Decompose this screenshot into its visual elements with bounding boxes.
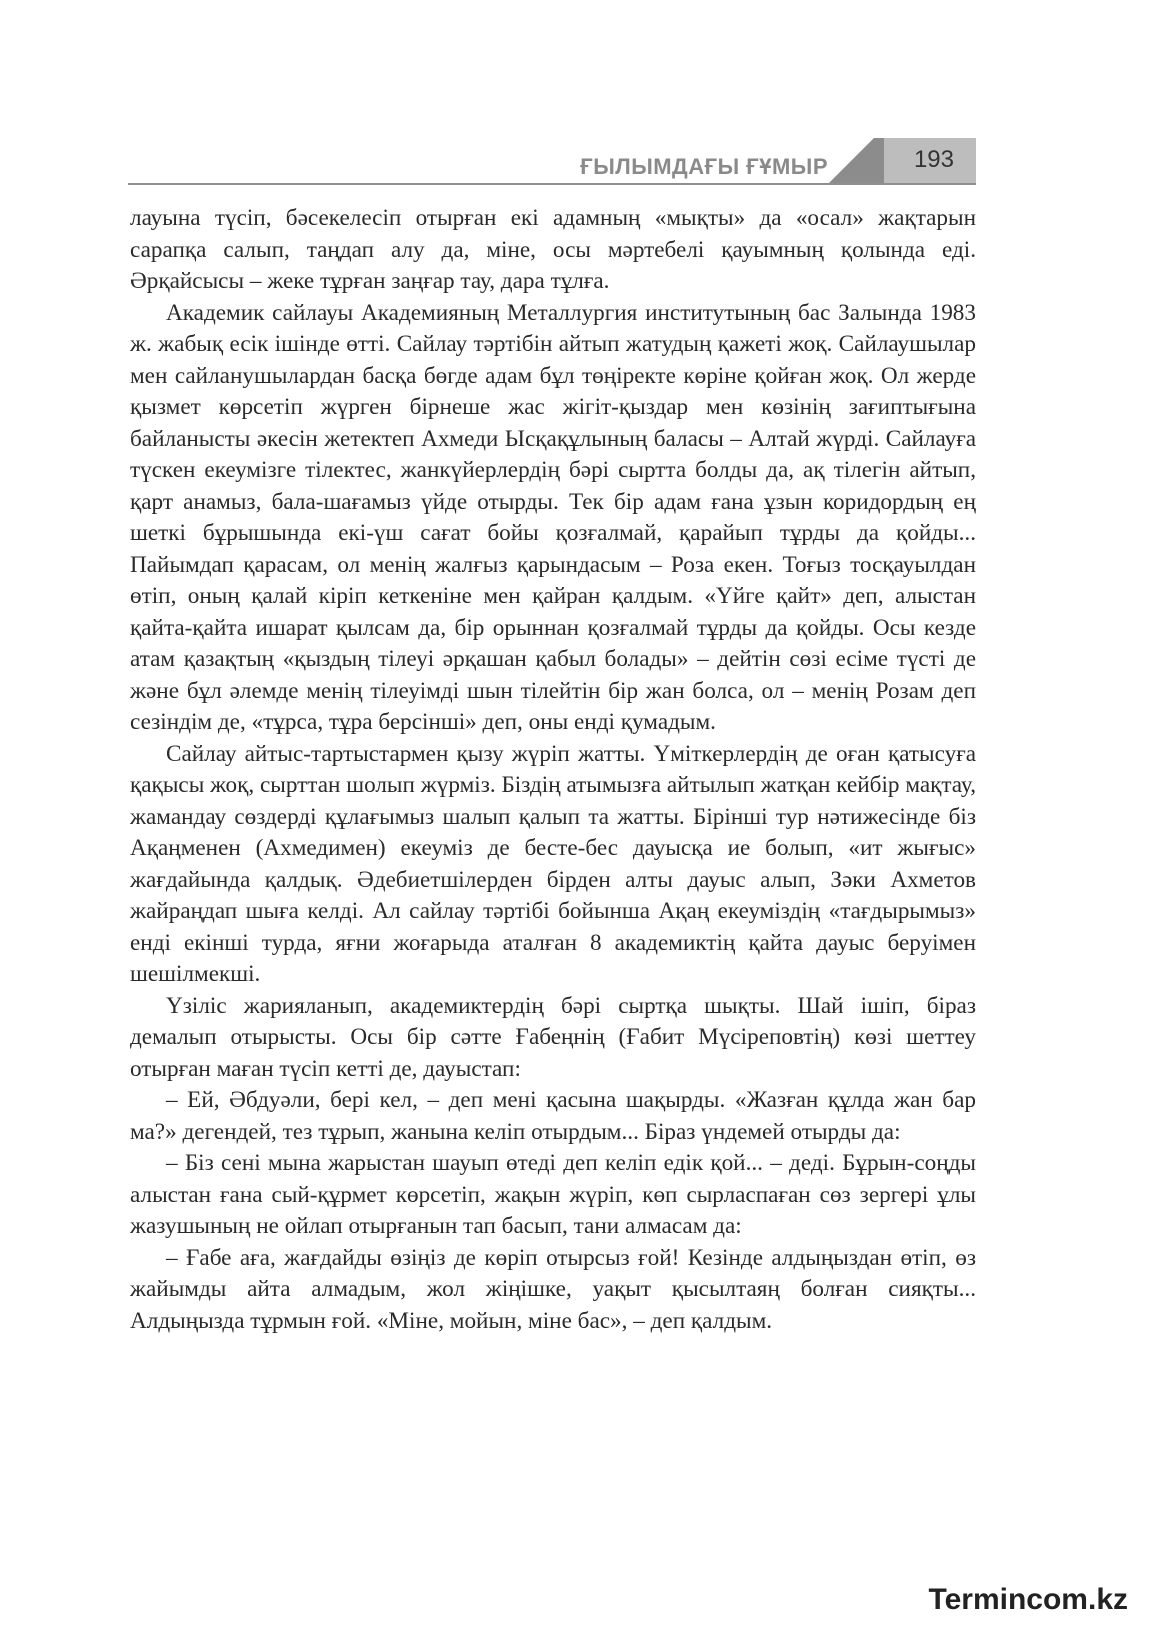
paragraph: – Ғабе аға, жағдайды өзіңіз де көріп отырсыз ғой! Кезінде алдыңыздан өтіп, өз жайымды айта алмадым, жол жіңішке, уақыт қысылтаяң болған сияқты... Алдыңызда тұрмын ғой. «Міне, мойын, міне бас», – деп қалдым. (130, 1244, 976, 1334)
running-header (128, 138, 976, 188)
running-header-title: ҒЫЛЫМДАҒЫ ҒҰМЫР (580, 154, 828, 179)
paragraph: – Біз сені мына жарыстан шауып өтеді деп келіп едік қой... – деді. Бұрын-соңды алыстан ғана сый-құрмет көрсетіп, жақын жүріп, көп сырласпаған сөз зергері ұлы жазушының не ойлап отырғанын тап басып, тани алмасам да: (130, 1150, 976, 1239)
body-text (130, 203, 976, 1337)
paragraph: Академик сайлауы Академияның Металлургия институтының бас Залында 1983 ж. жабық есік ішінде өтті. Сайлау тәртібін айтып жатудың қажеті жоқ. Сайлаушылар мен сайланушылардан басқа бөгде адам бұл төңіректе көріне қойған жоқ. Ол жерде қызмет көрсетіп жүрген бірнеше жас жігіт-қыздар мен көзінің зағиптығына байланысты әкесін жетектеп Ахмеди Ысқақұлының баласы – Алтай жүрді. Сайлауға түскен екеумізге тілектес, жанкүйерлердің бәрі сыртта болды да, ақ тілегін айтып, қарт анамыз, бала-шағамыз үйде отырды. Тек бір адам ғана ұзын коридордың ең шеткі бұрышында екі-үш сағат бойы қозғалмай, қарайып тұрды да қойды... Пайымдап қарасам, ол менің жалғыз қарындасым – Роза екен. Тоғыз тосқауылдан өтіп, оның қалай кіріп кеткеніне мен қайран қалдым. «Үйге қайт» деп, алыстан қайта-қайта ишарат қылсам да, бір орыннан қозғалмай тұрды да қойды. Осы кезде атам қазақтың «қыздың тілеуі әрқашан қабыл болады» – дейтін сөзі есіме түсті де және бұл әлемде менің тілеуімді шын тілейтін бір жан болса, ол – менің Розам деп сезіндім де, «тұрса, тұра берсінші» деп, оны енді қумадым. (130, 299, 976, 735)
paragraph: лауына түсіп, бәсекелесіп отырған екі адамның «мықты» да «осал» жақтарын сарапқа салып, таңдап алу да, міне, осы мәртебелі қауымның қолында еді. Әрқайсысы – жеке тұрған заңғар тау, дара тұлға. (130, 205, 976, 294)
paragraph: – Ей, Әбдуәли, бері кел, – деп мені қасына шақырды. «Жазған құлда жан бар ма?» дегендей, тез тұрып, жанына келіп отырдым... Біраз үндемей отырды да: (130, 1087, 976, 1145)
paragraph: Үзіліс жарияланып, академиктердің бәрі сыртқа шықты. Шай ішіп, біраз демалып отырысты. Осы бір сәтте Ғабеңнің (Ғабит Мүсіреповтің) көзі шеттеу отырған маған түсіп кетті де, дауыстап: (130, 992, 976, 1082)
header-divider (128, 183, 976, 185)
paragraph: Сайлау айтыс-тартыстармен қызу жүріп жатты. Үміткерлердің де оған қатысуға қақысы жоқ, сырттан шолып жүрміз. Біздің атымызға айтылып жатқан кейбір мақтау, жамандау сөздерді құлағымыз шалып қалып та жатты. Бірінші тур нәтижесінде біз Ақаңменен (Ахмедимен) екеуміз де бесте-бес дауысқа ие болып, «ит жығыс» жағдайында қалдық. Әдебиетшілерден бірден алты дауыс алып, Зәки Ахметов жайраңдап шыға келді. Ал сайлау тәртібі бойынша Ақаң екеуміздің «тағдырымыз» енді екінші турда, яғни жоғарыда аталған 8 академиктің қайта дауыс беруімен шешілмекші. (130, 740, 976, 987)
watermark-logo: Termincom.kz (928, 1583, 1128, 1616)
page-number: 193 (913, 146, 954, 173)
